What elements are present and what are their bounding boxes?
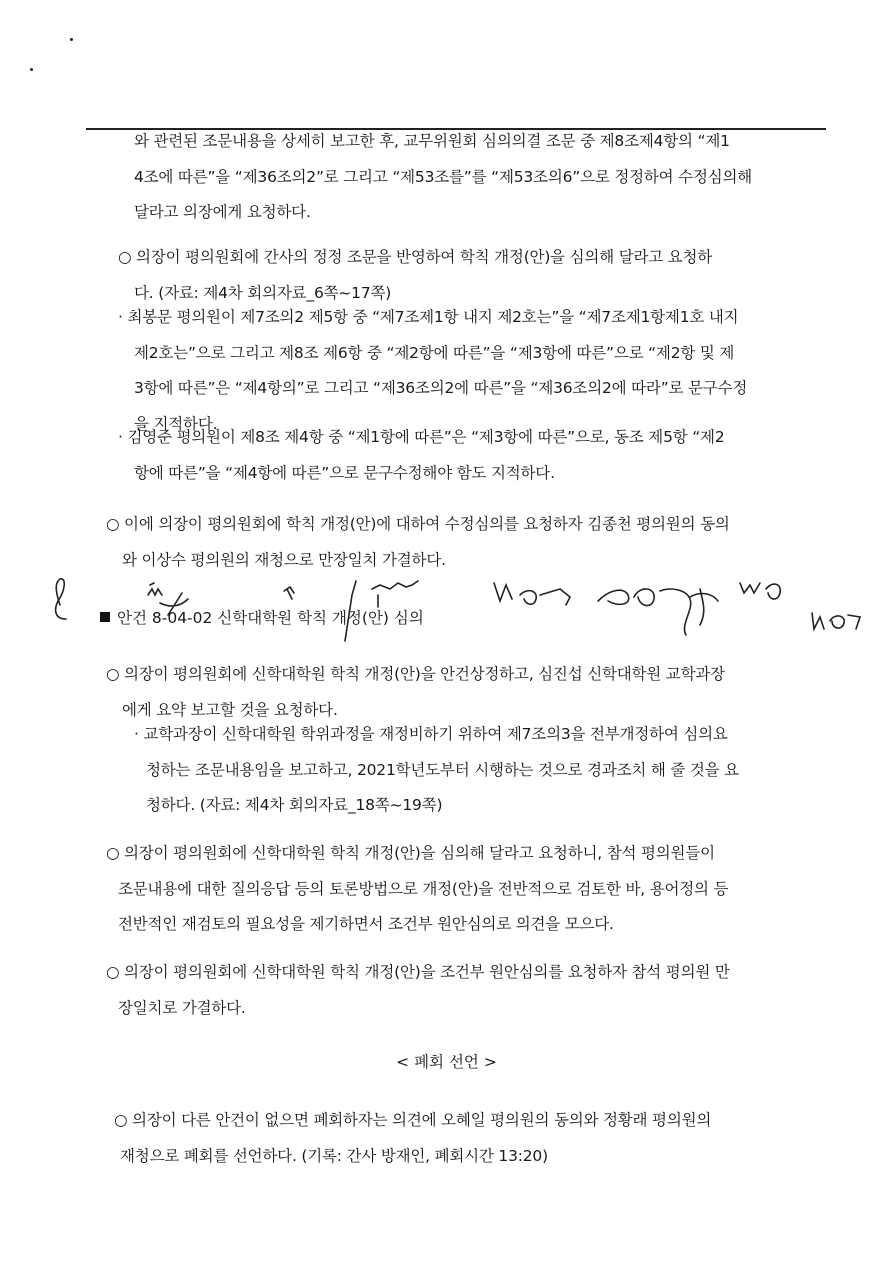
text-line: 전반적인 재검토의 필요성을 제기하면서 조건부 원안심의로 의견을 모으다. bbox=[118, 915, 614, 933]
paragraph-first-vote bbox=[106, 507, 826, 578]
text-line: 재청으로 폐회를 선언하다. (기록: 간사 방재인, 폐회시간 13:20) bbox=[120, 1146, 548, 1165]
text-line: · 김영준 평의원이 제8조 제4항 중 “제1항에 따른”은 “제3항에 따른”으로, 동조 제5항 “제2 bbox=[118, 428, 725, 446]
text-line: 제2호는”으로 그리고 제8조 제6항 중 “제2항에 따른”을 “제3항에 따른”으로 “제2항 및 제 bbox=[134, 343, 735, 362]
text-line: ○ 의장이 평의원회에 신학대학원 학칙 개정(안)을 안건상정하고, 심진섭 신학대학원 교학과장 bbox=[106, 665, 725, 683]
bullet-dean-report bbox=[134, 717, 818, 824]
text-line: 다. (자료: 제4차 회의자료_6쪽~17쪽) bbox=[134, 283, 392, 302]
text-line: 항에 따른”을 “제4항에 따른”으로 문구수정해야 함도 지적하다. bbox=[134, 463, 555, 482]
text-line: 청하다. (자료: 제4차 회의자료_18쪽~19쪽) bbox=[146, 796, 443, 814]
text-line: 에게 요약 보고할 것을 요청하다. bbox=[122, 700, 338, 719]
text-line: ○ 의장이 다른 안건이 없으면 폐회하자는 의견에 오혜일 평의원의 동의와 정황래 평의원의 bbox=[114, 1111, 712, 1129]
scan-speck bbox=[30, 68, 33, 71]
text-line: 청하는 조문내용임을 보고하고, 2021학년도부터 시행하는 것으로 경과조치 해 줄 것을 요 bbox=[146, 760, 739, 779]
text-line: 장일치로 가결하다. bbox=[118, 998, 246, 1017]
paragraph-discussion bbox=[106, 836, 826, 943]
text-line: ○ 이에 의장이 평의원회에 학칙 개정(안)에 대하여 수정심의를 요청하자 김종천 평의원의 동의 bbox=[106, 515, 730, 533]
text-line: ○ 의장이 평의원회에 신학대학원 학칙 개정(안)을 심의해 달라고 요청하니, 참석 평의원들이 bbox=[106, 844, 715, 862]
square-bullet-icon bbox=[100, 612, 110, 622]
text-line: · 교학과장이 신학대학원 학위과정을 재정비하기 위하여 제7조의3을 전부개정하여 심의요 bbox=[134, 725, 728, 743]
paragraph-closing bbox=[114, 1103, 826, 1174]
agenda-heading bbox=[100, 604, 424, 632]
text-line: 달라고 의장에게 요청하다. bbox=[134, 203, 311, 221]
text-line: ○ 의장이 평의원회에 간사의 정정 조문을 반영하여 학칙 개정(안)을 심의해 달라고 요청하 bbox=[118, 248, 713, 266]
text-line: ○ 의장이 평의원회에 신학대학원 학칙 개정(안)을 조건부 원안심의를 요청하자 참석 평의원 만 bbox=[106, 963, 730, 981]
text-line: 와 이상수 평의원의 재청으로 만장일치 가결하다. bbox=[122, 550, 446, 569]
paragraph-correction-report bbox=[134, 124, 818, 231]
text-line: 와 관련된 조문내용을 상세히 보고한 후, 교무위원회 심의의결 조문 중 제8조제4항의 “제1 bbox=[134, 132, 730, 150]
scan-speck bbox=[70, 38, 73, 41]
text-line: 3항에 따른”은 “제4항의”로 그리고 “제36조의2에 따른”을 “제36조의2에 따라”로 문구수정 bbox=[134, 379, 748, 397]
text-line: 조문내용에 대한 질의응답 등의 토론방법으로 개정(안)을 전반적으로 검토한 바, 용어정의 등 bbox=[118, 879, 729, 898]
text-line: 4조에 따른”을 “제36조의2”로 그리고 “제53조를”를 “제53조의6”으로 정정하여 수정심의해 bbox=[134, 167, 753, 186]
agenda-heading-text: 안건 8-04-02 신학대학원 학칙 개정(안) 심의 bbox=[117, 609, 424, 627]
bullet-kim-comment bbox=[118, 420, 818, 491]
text-line: · 최봉문 평의원이 제7조의2 제5항 중 “제7조제1항 내지 제2호는”을 “제7조제1항제1호 내지 bbox=[118, 308, 739, 326]
closing-title: < 폐회 선언 > bbox=[396, 1053, 497, 1071]
text-line: 을 지적하다. bbox=[134, 414, 218, 433]
paragraph-second-vote bbox=[106, 955, 826, 1026]
